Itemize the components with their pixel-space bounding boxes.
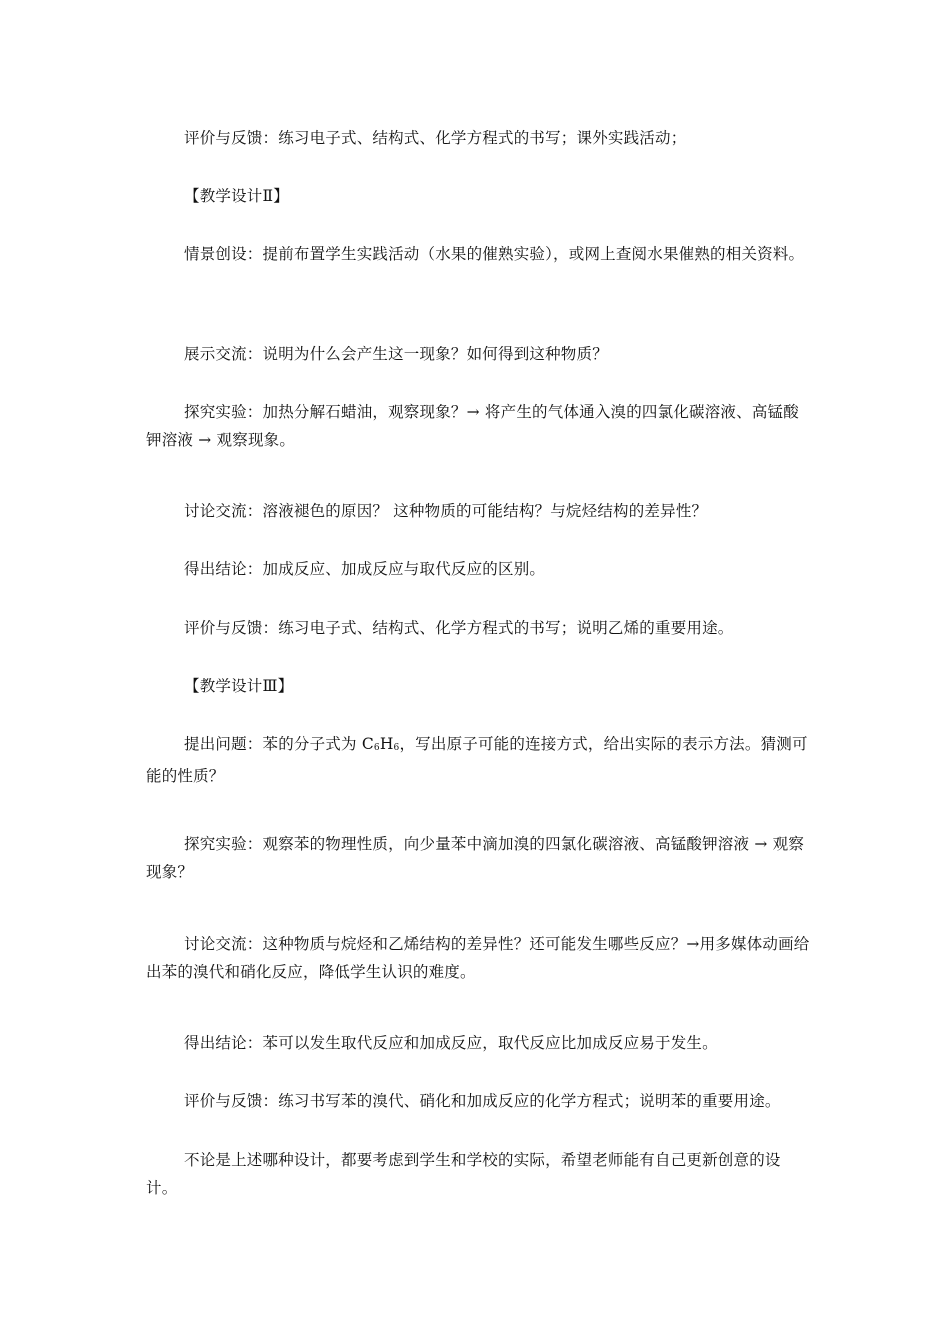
heading-teaching-design-2: 【教学设计Ⅱ】 (184, 187, 289, 205)
paragraph-raise-question (146, 730, 810, 790)
heading-teaching-design-3: 【教学设计Ⅲ】 (184, 677, 294, 695)
hydrogen-subscript: 6 (393, 743, 400, 753)
question-text-after: ，写出原子可能的连接方式，给出实际的表示方法。猜测可能的性质？ (146, 735, 808, 785)
paragraph-scenario-creation: 情景创设：提前布置学生实践活动（水果的催熟实验），或网上查阅水果催熟的相关资料。 (184, 245, 805, 263)
paragraph-evaluation-feedback-1: 评价与反馈：练习电子式、结构式、化学方程式的书写；课外实践活动； (184, 129, 687, 147)
paragraph-inquiry-experiment-1: 探究实验：加热分解石蜡油，观察现象？→ 将产生的气体通入溴的四氯化碳溶液、高锰酸钾溶液 → 观察现象。 (146, 403, 799, 449)
paragraph-discussion-2: 讨论交流：这种物质与烷烃和乙烯结构的差异性？还可能发生哪些反应？→用多媒体动画给出苯的溴代和硝化反应，降低学生认识的难度。 (146, 935, 810, 981)
carbon-subscript: 6 (373, 743, 380, 753)
paragraph-discussion-1: 讨论交流：溶液褪色的原因？ 这种物质的可能结构？与烷烃结构的差异性？ (184, 502, 708, 520)
paragraph-closing-remark: 不论是上述哪种设计，都要考虑到学生和学校的实际，希望老师能有自己更新创意的设计。 (146, 1151, 781, 1197)
hydrogen-symbol: H (379, 735, 394, 753)
paragraph-conclusion-2: 得出结论：苯可以发生取代反应和加成反应，取代反应比加成反应易于发生。 (184, 1034, 718, 1052)
paragraph-evaluation-feedback-3: 评价与反馈：练习书写苯的溴代、硝化和加成反应的化学方程式；说明苯的重要用途。 (184, 1092, 781, 1110)
paragraph-evaluation-feedback-2: 评价与反馈：练习电子式、结构式、化学方程式的书写；说明乙烯的重要用途。 (184, 619, 734, 637)
question-text-before: 提出问题：苯的分子式为 C (184, 735, 374, 753)
paragraph-conclusion-1: 得出结论：加成反应、加成反应与取代反应的区别。 (184, 560, 546, 578)
paragraph-presentation-exchange: 展示交流：说明为什么会产生这一现象？如何得到这种物质？ (184, 345, 608, 363)
paragraph-inquiry-experiment-2: 探究实验：观察苯的物理性质，向少量苯中滴加溴的四氯化碳溶液、高锰酸钾溶液 → 观察现象？ (146, 835, 805, 881)
